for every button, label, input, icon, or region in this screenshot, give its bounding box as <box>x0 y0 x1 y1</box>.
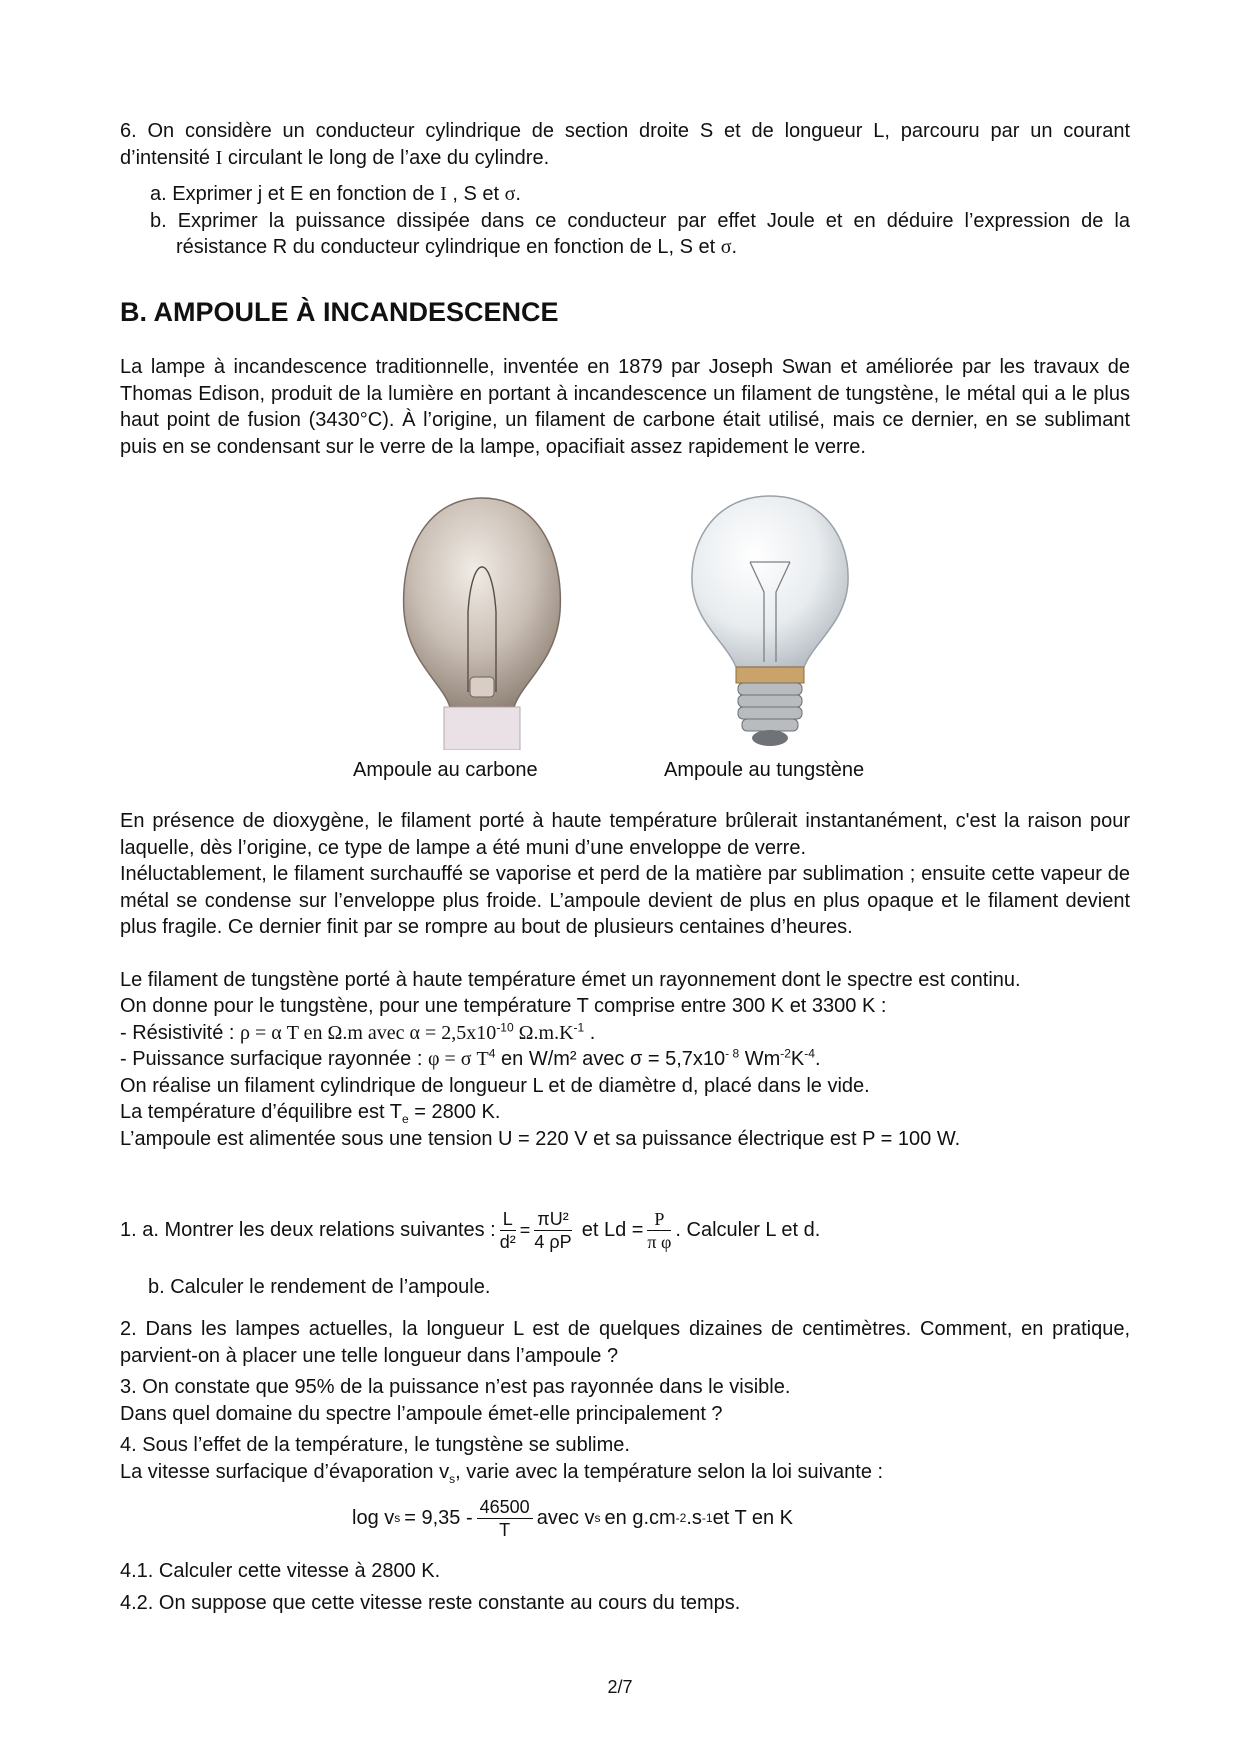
tungsten-bulb-caption: Ampoule au tungstène <box>664 759 865 781</box>
fraction-piu2-over-4rhop: $\frac{\text{πU²}}{4 \rho P}$ <box>534 1208 572 1252</box>
q6-a: a. Exprimer j et E en fonction de I , S et σ. <box>150 183 521 205</box>
q6-subquestions <box>150 181 1130 261</box>
page-number: 2/7 <box>607 1677 633 1697</box>
question-2: 2. Dans les lampes actuelles, la longueur L est de quelques dizaines de centimètres. Comment, en pratique, parvient-on à placer une telle longueur dans l’ampoule ? <box>120 1318 1130 1367</box>
question-1b: b. Calculer le rendement de l’ampoule. <box>148 1276 491 1298</box>
question-4-1: 4.1. Calculer cette vitesse à 2800 K. <box>120 1560 441 1582</box>
carbon-bulb-caption: Ampoule au carbone <box>353 759 538 781</box>
question-3: 3. On constate que 95% de la puissance n’est pas rayonnée dans le visible. Dans quel domaine du spectre l’ampoule émet-elle principalement ? <box>120 1376 791 1425</box>
fraction-l-over-d2: $\frac{L}{\text{d²}}$ <box>499 1208 516 1252</box>
body-text: En présence de dioxygène, le filament porté à haute température brûlerait instantanément, c'est la raison pour laquelle, dès l’origine, ce type de lampe a été muni d’une enveloppe de verre. Inéluctablement, le filament surchauffé se vaporise et perd de la matière par sublimation ; ensuite cette vapeur de métal se condense sur l’enveloppe plus froide. L’ampoule devient de plus en plus opaque et le filament devient plus fragile. Ce dernier finit par se rompre au bout de plusieurs centaines d’heures. Le filament de tungstène porté à haute température émet un rayonnement dont le spectre est continu. On donne pour le tungstène, pour une température T comprise entre 300 K et 3300 K : - Résistivité : ρ = α T en Ω.m avec $\alpha = 2,5x10^{-10}$ $\Omega.m.K^{-1}$ . - Puissance surfacique rayonnée : φ = σ $T^4$ en W/m² avec $\sigma = 5,7x10^{- 8}$ $Wm^{-2}K^{-4}$. On réalise un filament cylindrique de longueur L et de diamètre d, placé dans le vide. La température d’équilibre est $T_e = 2800$ K. L’ampoule est alimentée sous une tension U = 220 V et sa puissance électrique est P = 100 W. <box>120 810 1130 1150</box>
carbon-bulb-image <box>372 492 592 750</box>
q6-intro: 6. On considère un conducteur cylindrique de section droite S et de longueur L, parcouru par un courant d’intensité I circulant le long de l’axe du cylindre. <box>120 120 1131 169</box>
bulbs-figure <box>120 492 1130 782</box>
section-intro: La lampe à incandescence traditionnelle, inventée en 1879 par Joseph Swan et améliorée par les travaux de Thomas Edison, produit de la lumière en portant à incandescence un filament de tungstène, le métal qui a le plus haut point de fusion (3430°C). À l’origine, un filament de carbone était utilisé, mais ce dernier, en se sublimant puis en se condensant sur le verre de la lampe, opacifiait assez rapidement le verre. <box>120 356 1130 458</box>
equilibrium-temp-line: La température d’équilibre est $T_e = 2800$ K. <box>120 1101 501 1126</box>
radiated-power-line: - Puissance surfacique rayonnée : φ = σ $T^4$ en W/m² avec $\sigma = 5,7x10^{- 8}$ $Wm^{-2}K^{-4}$. <box>120 1046 821 1070</box>
question-4: 4. Sous l’effet de la température, le tungstène se sublime. La vitesse surfacique d’évaporation $v_s$, varie avec la température selon la loi suivante : <box>120 1434 884 1486</box>
tungsten-bulb-image <box>680 492 860 750</box>
evaporation-law: log v s = 9,35 - $\frac{46500}{T}$ avec v s en g.cm -2 .s -1 et T en K <box>352 1496 794 1540</box>
resistivity-line: - Résistivité : ρ = α T en Ω.m avec $\alpha = 2,5x10^{-10}$ $\Omega.m.K^{-1}$ . <box>120 1019 596 1044</box>
section-title: B. AMPOULE À INCANDESCENCE <box>120 297 559 327</box>
question-6 <box>120 118 1130 261</box>
question-4-2: 4.2. On suppose que cette vitesse reste constante au cours du temps. <box>120 1592 741 1614</box>
fraction-p-over-piphi: $\frac{P}{\text{π φ}}$ <box>647 1208 672 1252</box>
question-1a: 1. a. Montrer les deux relations suivantes : $\frac{L}{\text{d²}}$ = $\frac{\text{πU²}}{4 \rho P}$ et Ld = $\frac{P}{\text{π φ}}$ . Calculer L et d. <box>120 1208 821 1252</box>
fraction-46500-over-t: $\frac{46500}{T}$ <box>477 1496 533 1541</box>
q6-b: b. Exprimer la puissance dissipée dans ce conducteur par effet Joule et en déduire l’expression de la résistance R du conducteur cylindrique en fonction de L, S et σ. <box>150 209 1130 258</box>
